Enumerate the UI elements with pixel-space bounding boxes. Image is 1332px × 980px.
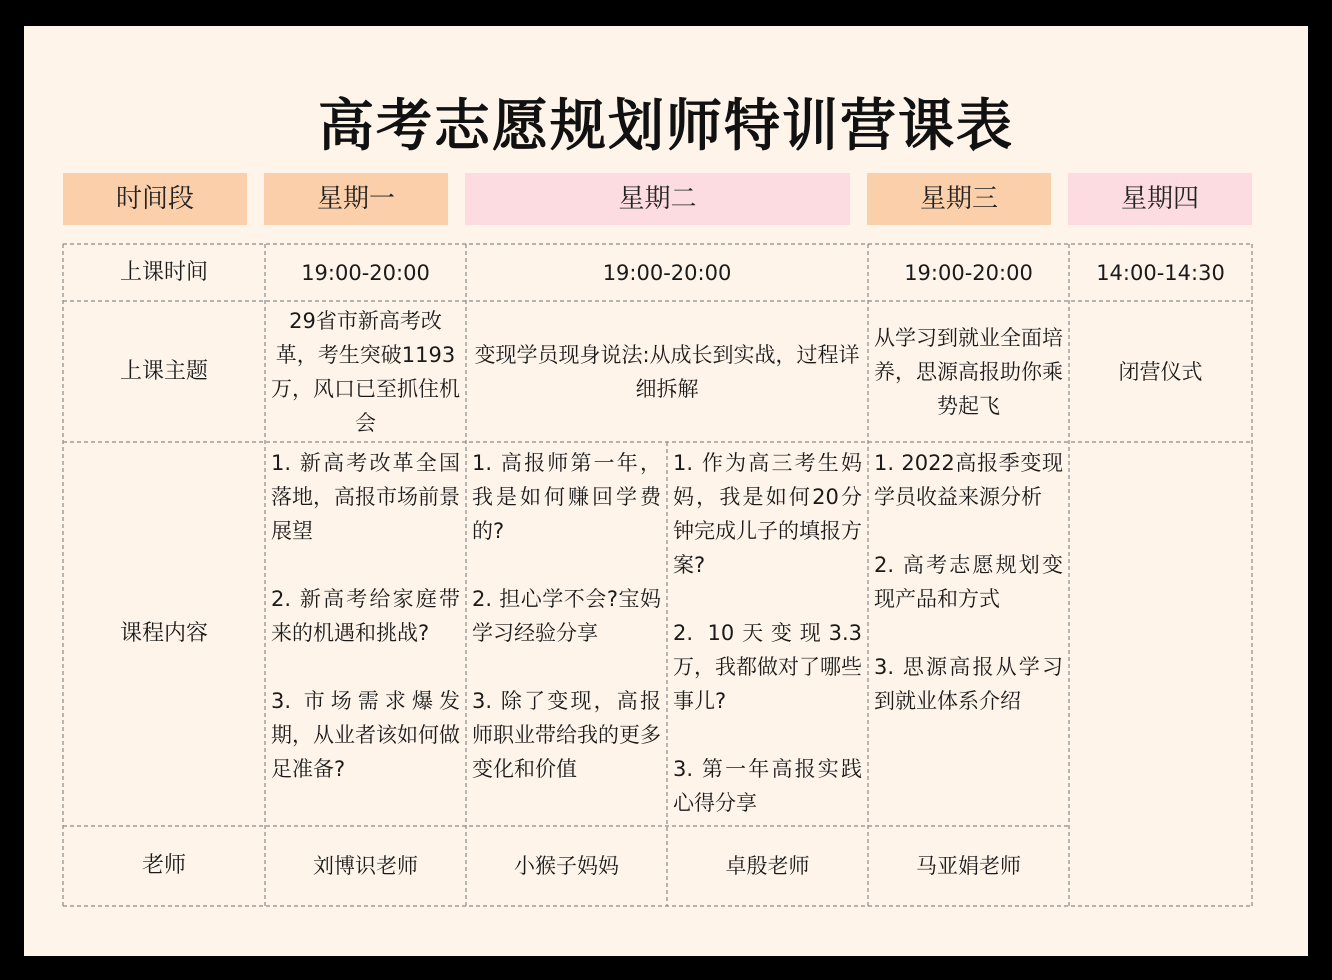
- content-tuesday-a: 1. 高报师第一年，我是如何赚回学费的? 2. 担心学不会?宝妈学习经验分享 3. 除了变现，高报师职业带给我的更多变化和价值: [472, 451, 661, 781]
- topic-monday: 29省市新高考改革，考生突破1193万，风口已至抓住机会: [271, 308, 460, 435]
- row-label-content: 课程内容: [119, 621, 208, 646]
- topic-wednesday: 从学习到就业全面培养，思源高报助你乘势起飞: [874, 325, 1063, 418]
- time-wednesday: 19:00-20:00: [904, 260, 1033, 285]
- row-label-class-time: 上课时间: [119, 259, 208, 285]
- content-wednesday: 1. 2022高报季变现学员收益来源分析 2. 高考志愿规划变现产品和方式 3. 思源高报从学习到就业体系介绍: [874, 451, 1063, 713]
- content-monday: 1. 新高考改革全国落地，高报市场前景展望 2. 新高考给家庭带来的机遇和挑战? 3. 市场需求爆发期，从业者该如何做足准备?: [271, 451, 460, 781]
- topic-tuesday: 变现学员现身说法:从成长到实战，过程详细拆解: [474, 342, 860, 401]
- teacher-wednesday: 马亚娟老师: [916, 854, 1021, 878]
- header-wednesday: 星期三: [867, 173, 1051, 225]
- time-tuesday: 19:00-20:00: [602, 260, 732, 285]
- row-label-teacher: 老师: [141, 853, 186, 878]
- time-monday: 19:00-20:00: [301, 260, 430, 285]
- header-tuesday: 星期二: [465, 173, 850, 225]
- topic-thursday: 闭营仪式: [1118, 359, 1203, 384]
- teacher-monday: 刘博识老师: [313, 854, 418, 878]
- teacher-tuesday-a: 小猴子妈妈: [514, 854, 619, 878]
- content-tuesday-b: 1. 作为高三考生妈妈，我是如何20分钟完成儿子的填报方案? 2. 10天变现3.3万，我都做对了哪些事儿? 3. 第一年高报实践心得分享: [673, 451, 862, 815]
- time-thursday: 14:00-14:30: [1096, 260, 1225, 285]
- page-title: 高考志愿规划师特训营课表: [318, 94, 1014, 159]
- row-label-topic: 上课主题: [119, 358, 208, 384]
- header-thursday: 星期四: [1068, 173, 1252, 225]
- header-monday: 星期一: [264, 173, 448, 225]
- header-time-period: 时间段: [63, 173, 247, 225]
- teacher-tuesday-b: 卓殷老师: [725, 854, 810, 878]
